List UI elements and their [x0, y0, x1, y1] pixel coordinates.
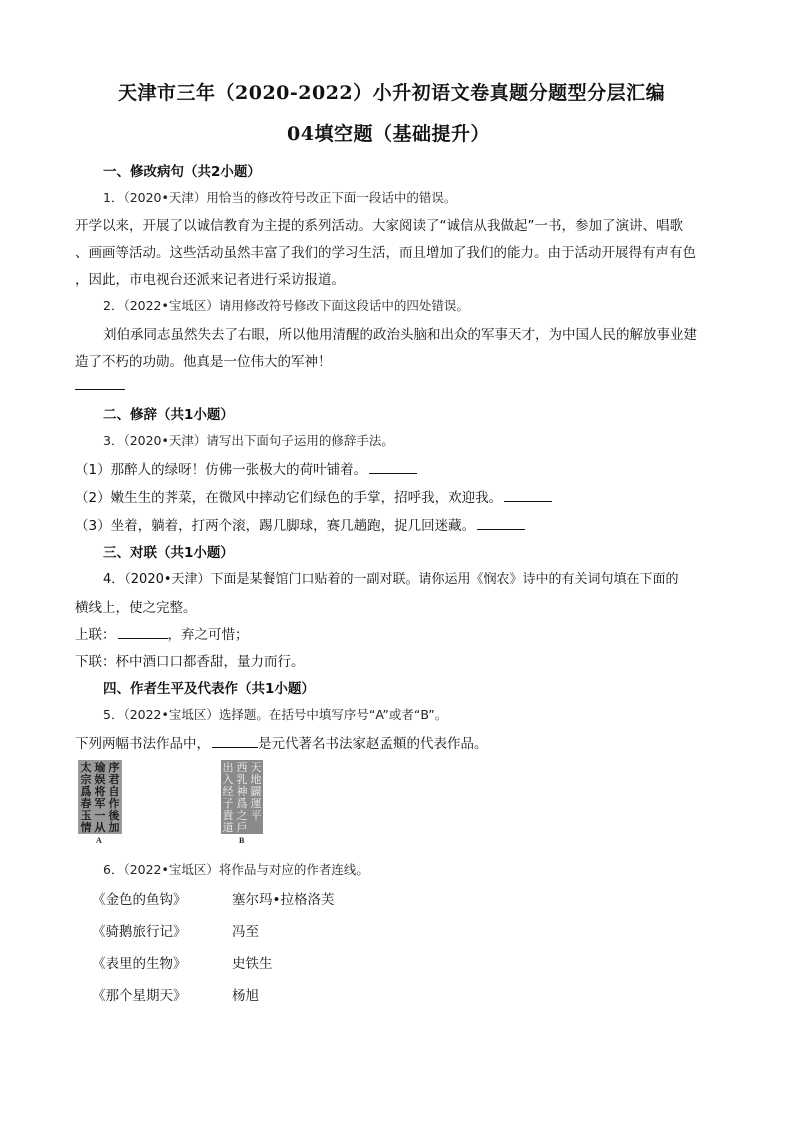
couplet-upper-label: 上联： — [75, 627, 116, 643]
author-item-2[interactable]: 冯至 — [232, 924, 259, 940]
question-1-prompt: 1．（2020•天津）用恰当的修改符号改正下面一段话中的错误。 — [103, 190, 457, 205]
question-4-prompt-line-2: 横线上，使之完整。 — [75, 600, 197, 616]
work-item-2[interactable]: 《骑鹅旅行记》 — [92, 924, 187, 940]
question-3-item-2 — [75, 486, 552, 506]
calligraphy-b-column-3: 出入经子貴道 — [222, 761, 234, 834]
calligraphy-a-column-2: 瑜娱将军一从 — [94, 761, 106, 834]
author-item-3[interactable]: 史铁生 — [232, 956, 273, 972]
couplet-lower: 下联：杯中酒口口都香甜，量力而行。 — [75, 654, 305, 670]
question-3-prompt: 3．（2020•天津）请写出下面句子运用的修辞手法。 — [103, 433, 394, 448]
question-5-prompt: 5．（2022•宝坻区）选择题。在括号中填写序号“A”或者“B”。 — [103, 707, 448, 722]
page-title-line2: 04填空题（基础提升） — [287, 123, 490, 145]
answer-blank-q5[interactable] — [212, 746, 258, 748]
couplet-upper-rest: ，弃之可惜； — [167, 627, 249, 643]
work-item-4[interactable]: 《那个星期天》 — [92, 988, 187, 1004]
calligraphy-a-column-1: 序君自作後加 — [108, 761, 120, 834]
calligraphy-image-a — [78, 760, 122, 834]
answer-blank-q3-2[interactable] — [504, 500, 552, 502]
calligraphy-label-b: B — [239, 836, 245, 845]
author-item-1[interactable]: 塞尔玛•拉格洛芙 — [232, 892, 335, 908]
question-2-line-1: 刘伯承同志虽然失去了右眼，所以他用清醒的政治头脑和出众的军事天才，为中国人民的解放事业建 — [103, 327, 697, 343]
question-3-item-3-text: （3）坐着，躺着，打两个滚，踢几脚球，赛几趟跑，捉几回迷藏。 — [75, 518, 476, 534]
work-item-1[interactable]: 《金色的鱼钩》 — [92, 892, 187, 908]
question-1-line-3: ，因此，市电视台还派来记者进行采访报道。 — [75, 272, 345, 288]
calligraphy-a-column-3: 太宗爲春玉情 — [80, 761, 92, 834]
question-3-item-1-text: （1）那醉人的绿呀！仿佛一张极大的荷叶铺着。 — [75, 462, 368, 478]
section-heading-3: 三、对联（共1小题） — [103, 545, 234, 561]
section-heading-2: 二、修辞（共1小题） — [103, 407, 234, 423]
author-item-4[interactable]: 杨旭 — [232, 988, 259, 1004]
section-heading-4: 四、作者生平及代表作（共1小题） — [103, 681, 315, 697]
work-item-3[interactable]: 《表里的生物》 — [92, 956, 187, 972]
answer-blank-q3-3[interactable] — [477, 528, 525, 530]
calligraphy-b-column-1: 天地闢運平 — [250, 761, 262, 822]
section-heading-1: 一、修改病句（共2小题） — [103, 164, 261, 180]
question-5-stem-after: 是元代著名书法家赵孟頫的代表作品。 — [258, 736, 488, 752]
question-2-line-2: 造了不朽的功勋。他真是一位伟大的军神！ — [75, 354, 332, 370]
question-1-line-1: 开学以来，开展了以诚信教育为主提的系列活动。大家阅读了“诚信从我做起”一书，参加了演讲、唱歌 — [75, 218, 683, 234]
question-2-prompt: 2．（2022•宝坻区）请用修改符号修改下面这段话中的四处错误。 — [103, 298, 469, 313]
question-5-stem-before: 下列两幅书法作品中， — [75, 736, 210, 752]
calligraphy-image-b — [221, 760, 263, 834]
question-3-item-1 — [75, 458, 417, 478]
question-6-prompt: 6．（2022•宝坻区）将作品与对应的作者连线。 — [103, 862, 369, 877]
question-3-item-3 — [75, 514, 525, 534]
answer-blank-q2[interactable] — [75, 389, 125, 390]
question-3-item-2-text: （2）嫩生生的荠菜，在微风中摔动它们绿色的手掌，招呼我，欢迎我。 — [75, 490, 503, 506]
calligraphy-b-column-2: 西乳神爲之戶 — [236, 761, 248, 834]
answer-blank-couplet[interactable] — [118, 637, 168, 639]
question-4-prompt-line-1: 4．（2020•天津）下面是某餐馆门口贴着的一副对联。请你运用《悯农》诗中的有关词句填在下面的 — [103, 572, 679, 587]
calligraphy-label-a: A — [96, 836, 102, 845]
question-1-line-2: 、画画等活动。这些活动虽然丰富了我们的学习生活，而且增加了我们的能力。由于活动开展得有声有色 — [75, 245, 696, 261]
question-5-stem — [75, 732, 488, 752]
answer-blank-q3-1[interactable] — [369, 472, 417, 474]
couplet-upper — [75, 623, 249, 643]
page-title-line1: 天津市三年（2020-2022）小升初语文卷真题分题型分层汇编 — [118, 82, 666, 104]
